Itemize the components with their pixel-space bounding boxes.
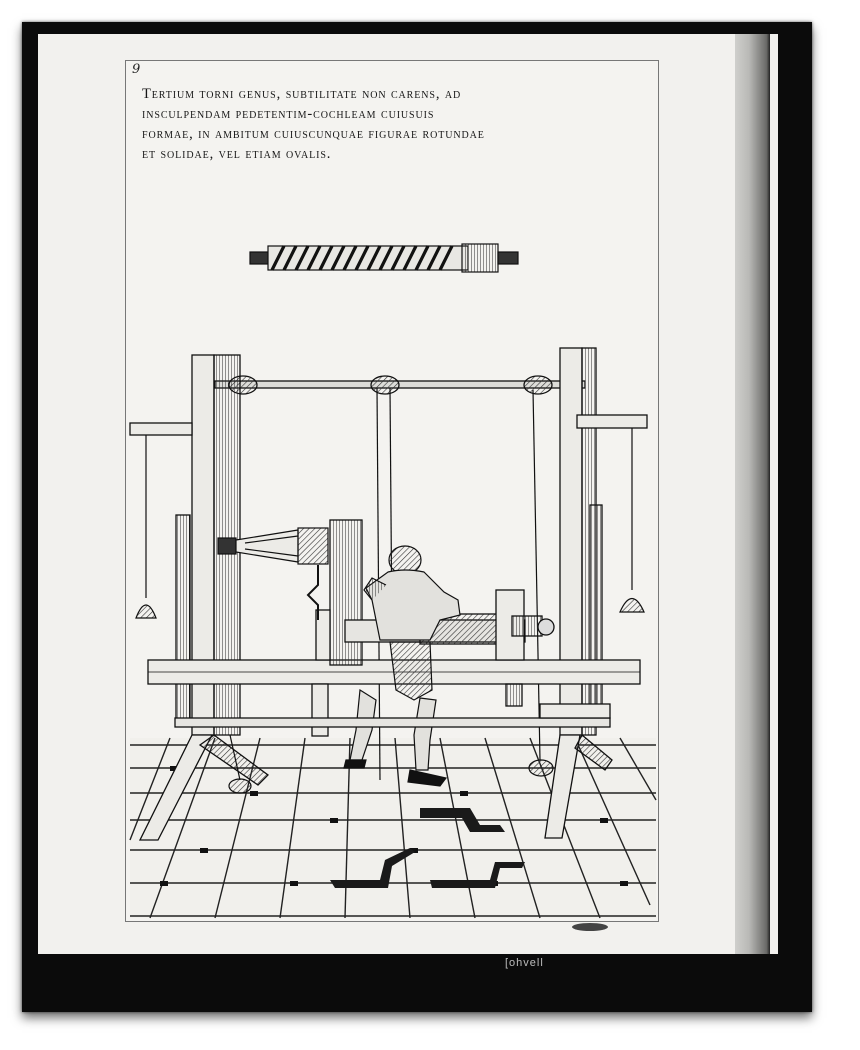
tiled-floor <box>130 738 656 918</box>
screw-cochlea <box>250 244 518 272</box>
page-number: 9 <box>132 62 141 77</box>
top-rod <box>215 376 585 394</box>
plate-mark <box>572 923 608 931</box>
mount-label: [ohvell <box>505 957 544 969</box>
plate-caption: Tertium torni genus, subtilitate non carens, ad insculpendam pedetentim-cochleam cuiusuis formae, in ambitum cuiuscunquae figurae rotundae et solidae, vel etiam ovalis. <box>142 86 485 162</box>
